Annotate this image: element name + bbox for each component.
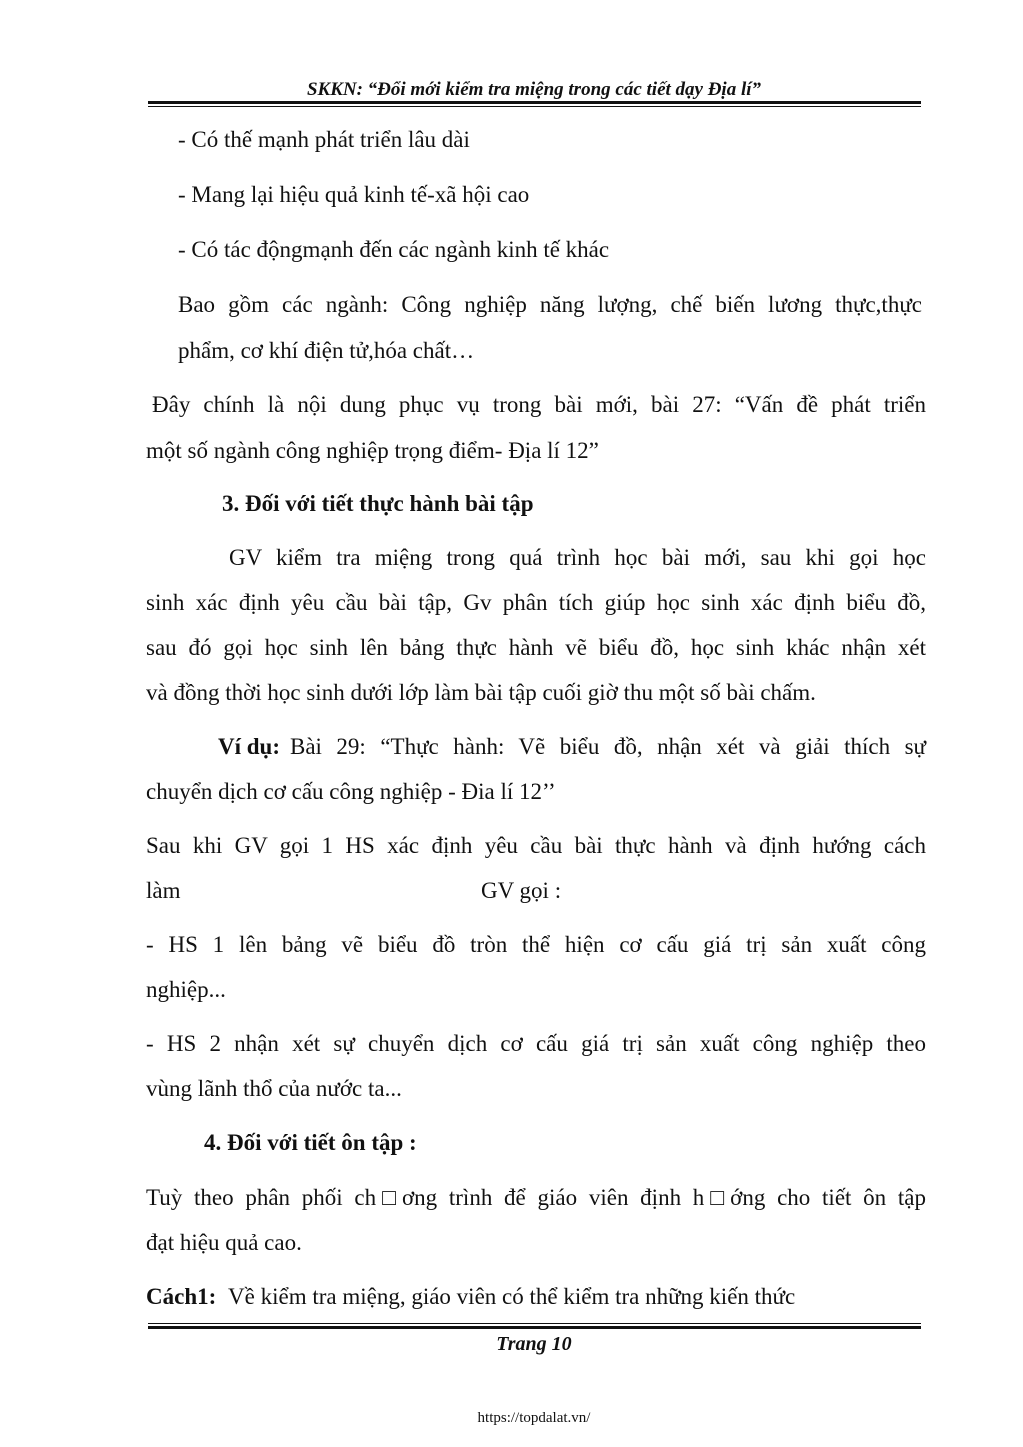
includes-line: Bao gồm các ngành: Công nghiệp năng lượng, chế biến lương thực,thực	[178, 292, 922, 317]
example-line: chuyển dịch cơ cấu công nghiệp - Đia lí 12’’	[146, 779, 556, 804]
section-4-heading: 4. Đối với tiết ôn tập :	[204, 1130, 417, 1155]
bullet-item: - Có thế mạnh phát triển lâu dài	[178, 127, 470, 152]
content-note-line: một số ngành công nghiệp trọng điểm- Địa lí 12”	[146, 438, 599, 463]
section-4-line: Tuỳ theo phân phối ch□ơng trình để giáo viên định h□ớng cho tiết ôn tập	[146, 1185, 926, 1210]
example-label: Ví dụ:	[218, 734, 280, 759]
hs1-line: nghiệp...	[146, 977, 226, 1002]
example-text: Bài 29: “Thực hành: Vẽ biểu đồ, nhận xét và giải thích sự	[290, 734, 926, 759]
header-rule-thick	[148, 101, 921, 104]
bullet-item: - Có tác độngmạnh đến các ngành kinh tế khác	[178, 237, 610, 262]
after-line-end: GV gọi :	[481, 878, 562, 903]
header-rule-thin	[148, 106, 921, 107]
source-url: https://topdalat.vn/	[477, 1410, 591, 1426]
section-3-line: GV kiểm tra miệng trong quá trình học bài mới, sau khi gọi học	[229, 545, 926, 570]
after-line-start: làm	[146, 878, 181, 903]
content-note-line: Đây chính là nội dung phục vụ trong bài mới, bài 27: “Vấn đề phát triển	[152, 392, 926, 417]
hs2-line: - HS 2 nhận xét sự chuyển dịch cơ cấu giá trị sản xuất công nghiệp theo	[146, 1031, 926, 1056]
section-3-line: sinh xác định yêu cầu bài tập, Gv phân tích giúp học sinh xác định biểu đồ,	[146, 590, 926, 615]
hs2-line: vùng lãnh thổ của nước ta...	[146, 1076, 402, 1101]
section-3-line: sau đó gọi học sinh lên bảng thực hành vẽ biểu đồ, học sinh khác nhận xét	[146, 635, 926, 660]
section-3-line: và đồng thời học sinh dưới lớp làm bài tập cuối giờ thu một số bài chấm.	[146, 680, 816, 705]
method-1-line	[146, 1282, 795, 1312]
method-1-label: Cách1:	[146, 1284, 217, 1309]
method-1-text: Về kiểm tra miệng, giáo viên có thể kiểm tra những kiến thức	[228, 1284, 796, 1309]
hs1-line: - HS 1 lên bảng vẽ biểu đồ tròn thể hiện cơ cấu giá trị sản xuất công	[146, 932, 926, 957]
includes-line: phẩm, cơ khí điện tử,hóa chất…	[178, 338, 475, 363]
after-line: Sau khi GV gọi 1 HS xác định yêu cầu bài thực hành và định hướng cách	[146, 833, 926, 858]
section-4-line: đạt hiệu quả cao.	[146, 1230, 302, 1255]
example-line	[218, 732, 926, 762]
header-title: SKKN: “Đổi mới kiểm tra miệng trong các tiết dạy Địa lí”	[306, 79, 762, 100]
page-number: Trang 10	[496, 1333, 572, 1355]
bullet-item: - Mang lại hiệu quả kinh tế-xã hội cao	[178, 182, 530, 207]
section-3-heading: 3. Đối với tiết thực hành bài tập	[222, 491, 534, 516]
footer-rule-thin	[148, 1323, 921, 1324]
footer-rule-thick	[148, 1326, 921, 1329]
